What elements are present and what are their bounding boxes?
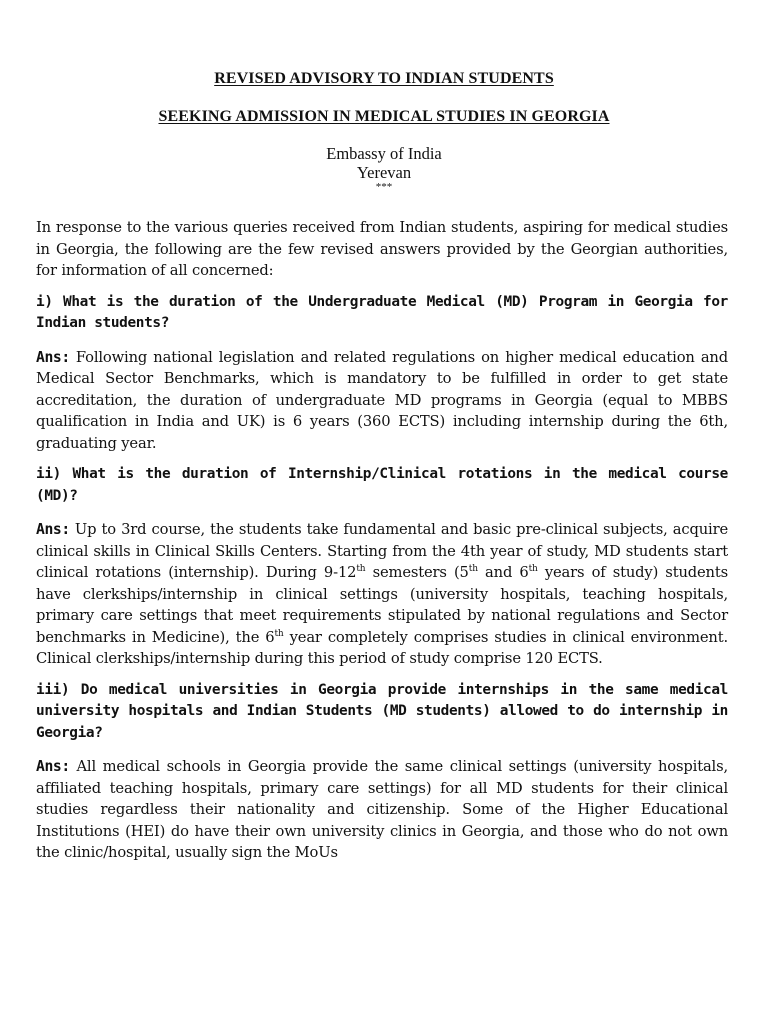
- answer-label: Ans:: [36, 758, 70, 775]
- intro-paragraph: In response to the various queries received from Indian students, aspiring for medical studies in Georgia, the following are the few revised answers provided by the Georgian authorities, for information of all concerned:: [36, 219, 728, 279]
- section-separator: ***: [375, 181, 393, 193]
- answer-1: [36, 347, 728, 455]
- answer-2: [36, 519, 728, 670]
- question-1: i) What is the duration of the Undergraduate Medical (MD) Program in Georgia for Indian students?: [36, 293, 728, 331]
- question-2: ii) What is the duration of Internship/Clinical rotations in the medical course (MD)?: [36, 466, 728, 504]
- document-body: [36, 217, 728, 864]
- answer-2-text-part3: and 6: [477, 564, 529, 581]
- answer-3-text: All medical schools in Georgia provide the same clinical settings (university hospitals, affiliated teaching hospitals, primary care settings) for all MD students for their clinical studies regardless their nationality and citizenship. Some of the Higher Educational Institutions (HEI) do have their own university clinics in Georgia, and those who do not own the clinic/hospital, usually sign the MoUs: [36, 758, 729, 861]
- ordinal-superscript: th: [528, 564, 538, 575]
- embassy-city: Yerevan: [356, 163, 412, 182]
- document-title-line1: REVISED ADVISORY TO INDIAN STUDENTS: [214, 70, 554, 87]
- ordinal-superscript: th: [274, 628, 284, 639]
- ordinal-superscript: th: [468, 564, 478, 575]
- question-3: iii) Do medical universities in Georgia provide internships in the same medical university hospitals and Indian Students (MD students) allowed to do internship in Georgia?: [36, 681, 728, 741]
- document-title-line2: SEEKING ADMISSION IN MEDICAL STUDIES IN GEORGIA: [158, 108, 610, 125]
- answer-1-text: Following national legislation and related regulations on higher medical education and Medical Sector Benchmarks, which is mandatory to be fulfilled in order to get state accreditation, the duration of undergraduate MD programs in Georgia (equal to MBBS qualification in India and UK) is 6 years (360 ECTS) including internship during the 6th, graduating year.: [36, 348, 728, 452]
- answer-3: [36, 756, 728, 864]
- answer-2-text-part1: Up to 3rd course, the students take fundamental and basic pre-clinical subjects, acquire clinical skills in Clinical Skills Centers. Starting from the 4th year of study, MD students start clinical rotations (internship). During 9-12: [36, 521, 728, 581]
- answer-label: Ans:: [36, 521, 70, 538]
- answer-2-text-part4: years of study) students have clerkships/internship in clinical settings (university hospitals, teaching hospitals, primary care settings that meet requirements stipulated by national regulations and Sector benchmarks in Medicine), the 6: [36, 564, 729, 646]
- answer-2-text-part2: semesters (5: [365, 564, 469, 581]
- ordinal-superscript: th: [356, 564, 366, 575]
- answer-label: Ans:: [36, 348, 70, 366]
- embassy-name: Embassy of India: [326, 144, 442, 163]
- answer-2-text-part5: year completely comprises studies in clinical environment. Clinical clerkships/internship during this period of study comprise 120 ECTS.: [36, 628, 728, 667]
